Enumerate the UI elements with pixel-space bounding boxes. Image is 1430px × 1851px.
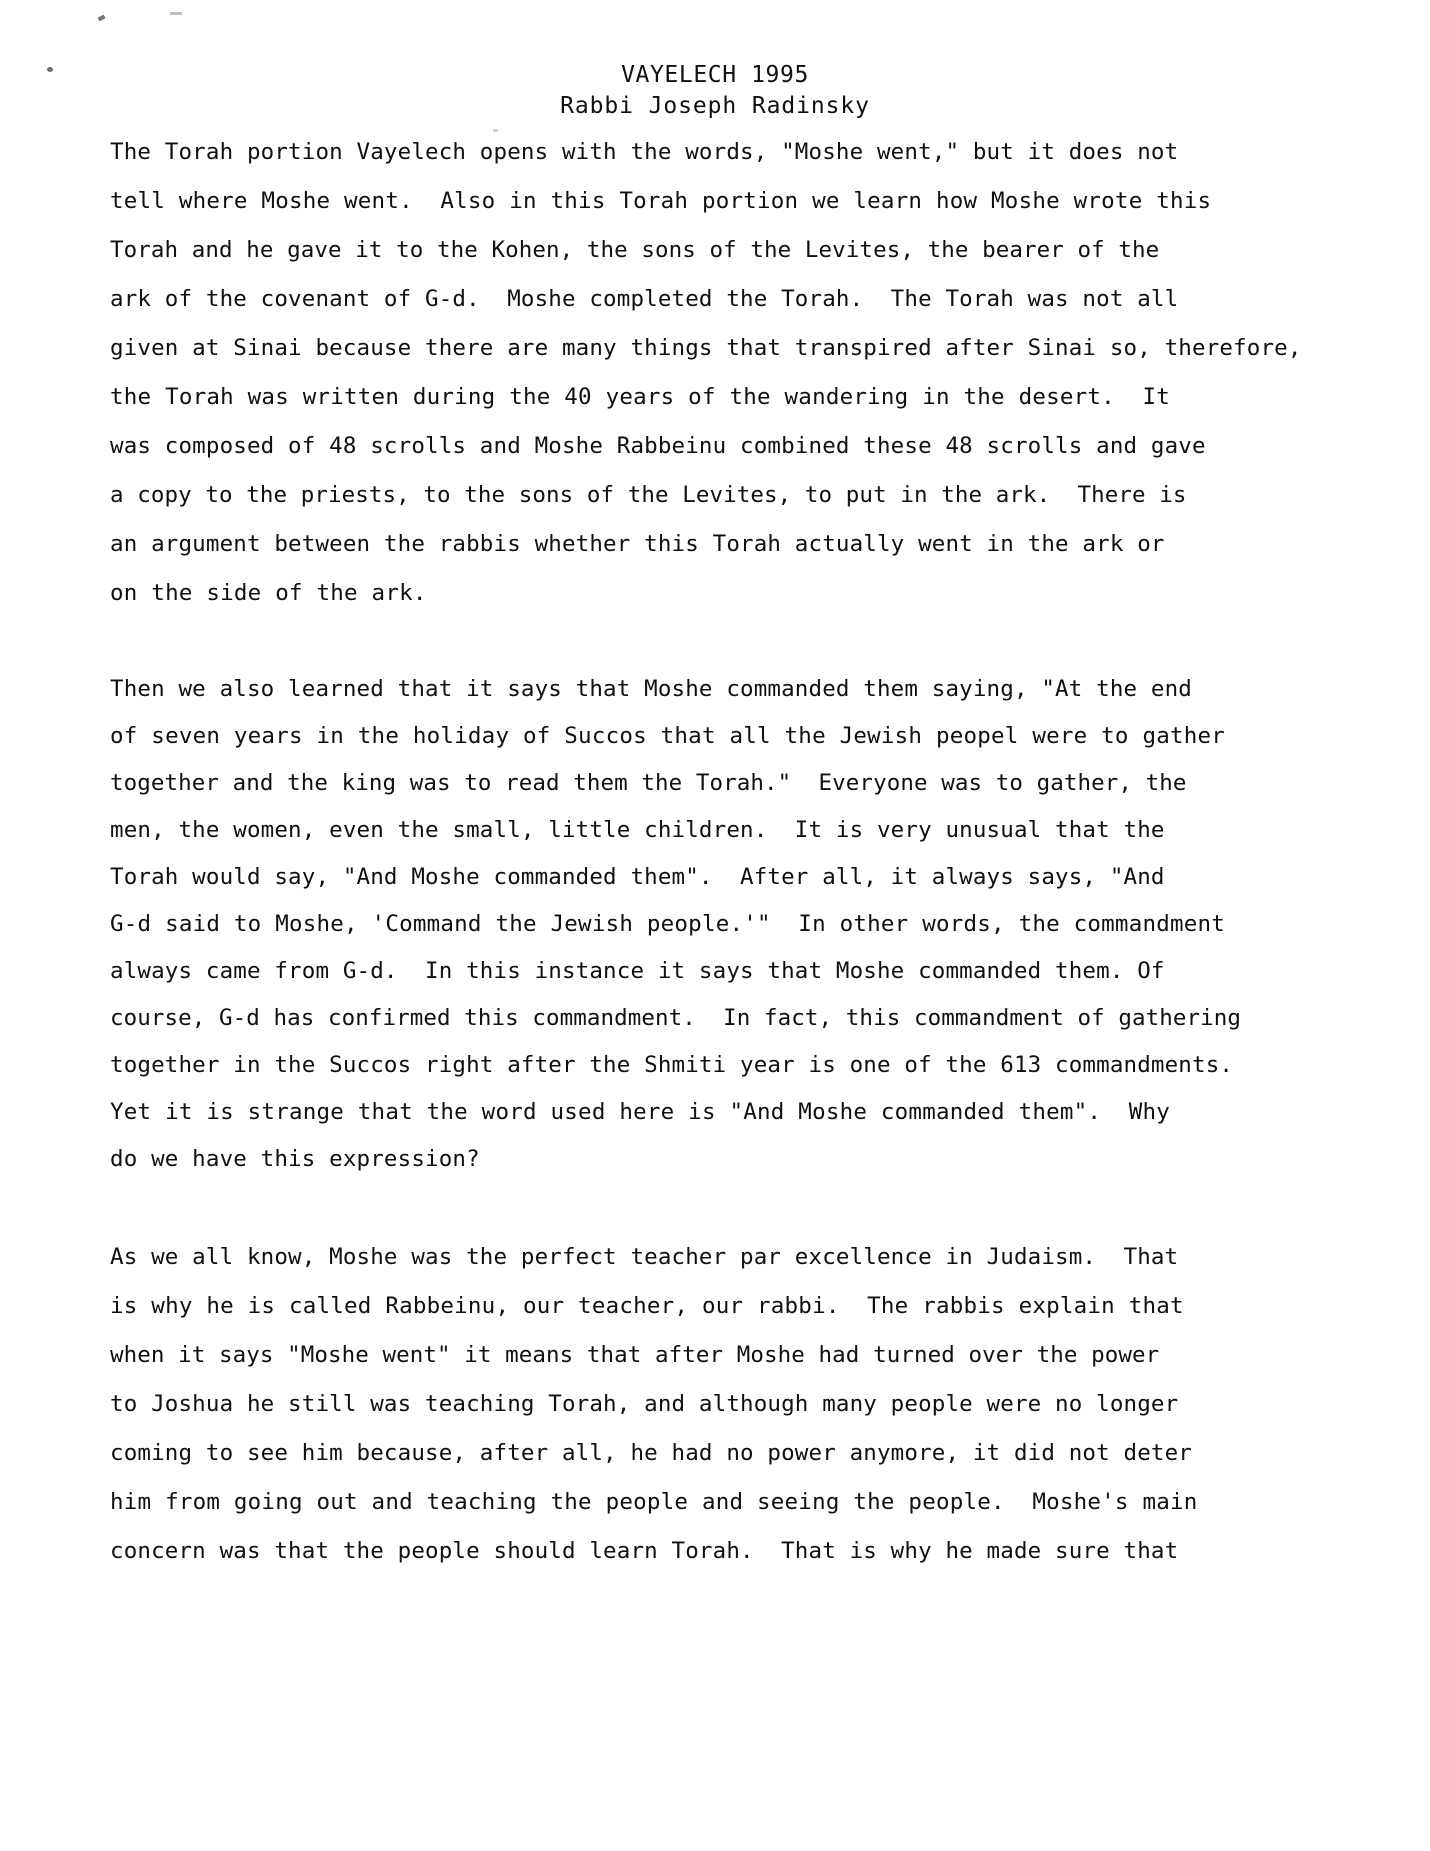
paragraph-2 xyxy=(110,618,1340,1183)
page-title: VAYELECH 1995 xyxy=(621,62,809,88)
text-line: concern was that the people should learn Torah. That is why he made sure that xyxy=(110,1538,1179,1564)
text-line: is why he is called Rabbeinu, our teacher, our rabbi. The rabbis explain that xyxy=(110,1293,1184,1319)
document-body xyxy=(110,122,1340,1576)
scan-speck-icon xyxy=(170,12,182,15)
text-line: course, G-d has confirmed this commandment. In fact, this commandment of gathering xyxy=(110,1005,1241,1031)
paragraph-3 xyxy=(110,1183,1340,1576)
text-line: Then we also learned that it says that Moshe commanded them saying, "At the end xyxy=(110,676,1192,702)
text-line: The Torah portion Vayelech opens with the words, "Moshe went," but it does not xyxy=(110,139,1179,165)
text-line: given at Sinai because there are many things that transpired after Sinai so, therefore, xyxy=(110,335,1302,361)
text-line: tell where Moshe went. Also in this Torah portion we learn how Moshe wrote this xyxy=(110,188,1212,214)
text-line: of seven years in the holiday of Succos that all the Jewish peopel were to gather xyxy=(110,723,1226,749)
text-line: when it says "Moshe went" it means that after Moshe had turned over the power xyxy=(110,1342,1160,1368)
text-line: a copy to the priests, to the sons of the Levites, to put in the ark. There is xyxy=(110,482,1187,508)
text-line: always came from G-d. In this instance it says that Moshe commanded them. Of xyxy=(110,958,1165,984)
text-line: on the side of the ark. xyxy=(110,580,427,606)
text-line: Yet it is strange that the word used here is "And Moshe commanded them". Why xyxy=(110,1099,1170,1125)
text-line: the Torah was written during the 40 years of the wandering in the desert. It xyxy=(110,384,1170,410)
text-line: Torah would say, "And Moshe commanded them". After all, it always says, "And xyxy=(110,864,1165,890)
text-line: together and the king was to read them the Torah." Everyone was to gather, the xyxy=(110,770,1187,796)
text-line: was composed of 48 scrolls and Moshe Rabbeinu combined these 48 scrolls and gave xyxy=(110,433,1206,459)
text-line: do we have this expression? xyxy=(110,1146,480,1172)
text-line: to Joshua he still was teaching Torah, and although many people were no longer xyxy=(110,1391,1179,1417)
text-line: Torah and he gave it to the Kohen, the sons of the Levites, the bearer of the xyxy=(110,237,1160,263)
document-author: Rabbi Joseph Radinsky xyxy=(560,93,870,119)
scan-speck-icon xyxy=(97,15,105,22)
text-line: coming to see him because, after all, he had no power anymore, it did not deter xyxy=(110,1440,1192,1466)
text-line: together in the Succos right after the Shmiti year is one of the 613 commandments. xyxy=(110,1052,1234,1078)
text-line: ark of the covenant of G-d. Moshe completed the Torah. The Torah was not all xyxy=(110,286,1179,312)
text-line: him from going out and teaching the people and seeing the people. Moshe's main xyxy=(110,1489,1198,1515)
text-line: As we all know, Moshe was the perfect teacher par excellence in Judaism. That xyxy=(110,1244,1179,1270)
text-line: G-d said to Moshe, 'Command the Jewish people.'" In other words, the commandment xyxy=(110,911,1226,937)
document-header xyxy=(0,60,1430,122)
text-line: men, the women, even the small, little children. It is very unusual that the xyxy=(110,817,1165,843)
text-line: an argument between the rabbis whether this Torah actually went in the ark or xyxy=(110,531,1165,557)
paragraph-1 xyxy=(110,122,1340,618)
